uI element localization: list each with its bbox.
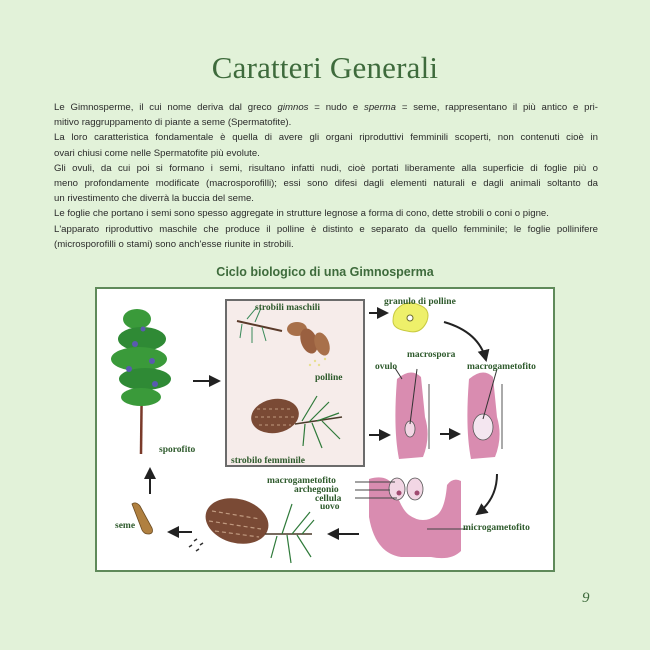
archegonia-icon — [355, 477, 467, 558]
label-polline: polline — [315, 373, 343, 383]
life-cycle-diagram — [95, 287, 555, 572]
body-line-10: (microsporofilli o stami) sono anch'esse riunite in strobili. — [54, 238, 294, 250]
label-macrogametofito-bottom: macrogametofito — [267, 476, 336, 486]
body-line-6: meno profondamente modificate (macrosporofilli); essi sono difesi dagli elementi naturali e dagli animali soltanto da — [54, 177, 598, 189]
label-archegonio: archegonio — [294, 485, 339, 495]
body-line-8: Le foglie che portano i semi sono spesso aggregate in strutture legnose a forma di cono, dette strobili o coni o pigne. — [54, 208, 549, 220]
body-line-7: un rivestimento che diverrà la buccia del seme. — [54, 193, 254, 205]
pollen-grain-icon — [393, 303, 428, 332]
label-uovo: uovo — [320, 502, 340, 512]
female-strobilus-icon — [248, 395, 342, 448]
label-microgametofito: microgametofito — [463, 523, 530, 533]
label-strobilo-femminile: strobilo femminile — [231, 456, 305, 466]
body-line-1 — [54, 100, 598, 115]
figure-caption: Ciclo biologico di una Gimnosperma — [216, 265, 434, 279]
label-macrospora: macrospora — [407, 350, 456, 360]
ovule-icon — [395, 368, 429, 459]
page-number: 9 — [582, 590, 590, 606]
body-line-2: mitivo raggruppamento di piante a seme (Spermatofite). — [54, 117, 292, 129]
male-strobili-icon — [237, 307, 333, 366]
label-granulo-di-polline: granulo di polline — [384, 297, 456, 307]
pine-cone-icon — [189, 491, 314, 563]
label-macrogametofito-top: macrogametofito — [467, 362, 536, 372]
body-line-5: Gli ovuli, da cui poi si formano i semi, risultano infatti nudi, cioè portati liberamente alla superficie di foglie più o — [54, 162, 598, 174]
label-seme: seme — [115, 521, 136, 531]
label-cellula: cellula — [315, 494, 342, 504]
tree-icon — [111, 309, 171, 454]
label-sporofito: sporofito — [159, 445, 196, 455]
label-strobili-maschili: strobili maschili — [255, 303, 321, 313]
seed-icon — [132, 503, 153, 534]
label-ovulo: ovulo — [375, 362, 398, 372]
body-line-9: L'apparato riproduttivo maschile che produce il polline è distinto e separato da quello femminile; le foglie pollinifere — [54, 223, 598, 235]
macrogametophyte-icon — [467, 369, 502, 459]
page-title: Caratteri Generali — [211, 50, 439, 85]
body-line-1-text: Le Gimnosperme, il cui nome deriva dal greco gimnos = nudo e sperma = seme, rappresentano il più antico e pri- — [54, 102, 598, 113]
body-line-3: La loro caratteristica fondamentale è quella di avere gli organi riproduttivi femminili scoperti, non contenuti cioè in — [54, 132, 598, 144]
body-line-4: ovari chiusi come nelle Spermatofite più evolute. — [54, 147, 260, 159]
body-text — [54, 100, 598, 252]
